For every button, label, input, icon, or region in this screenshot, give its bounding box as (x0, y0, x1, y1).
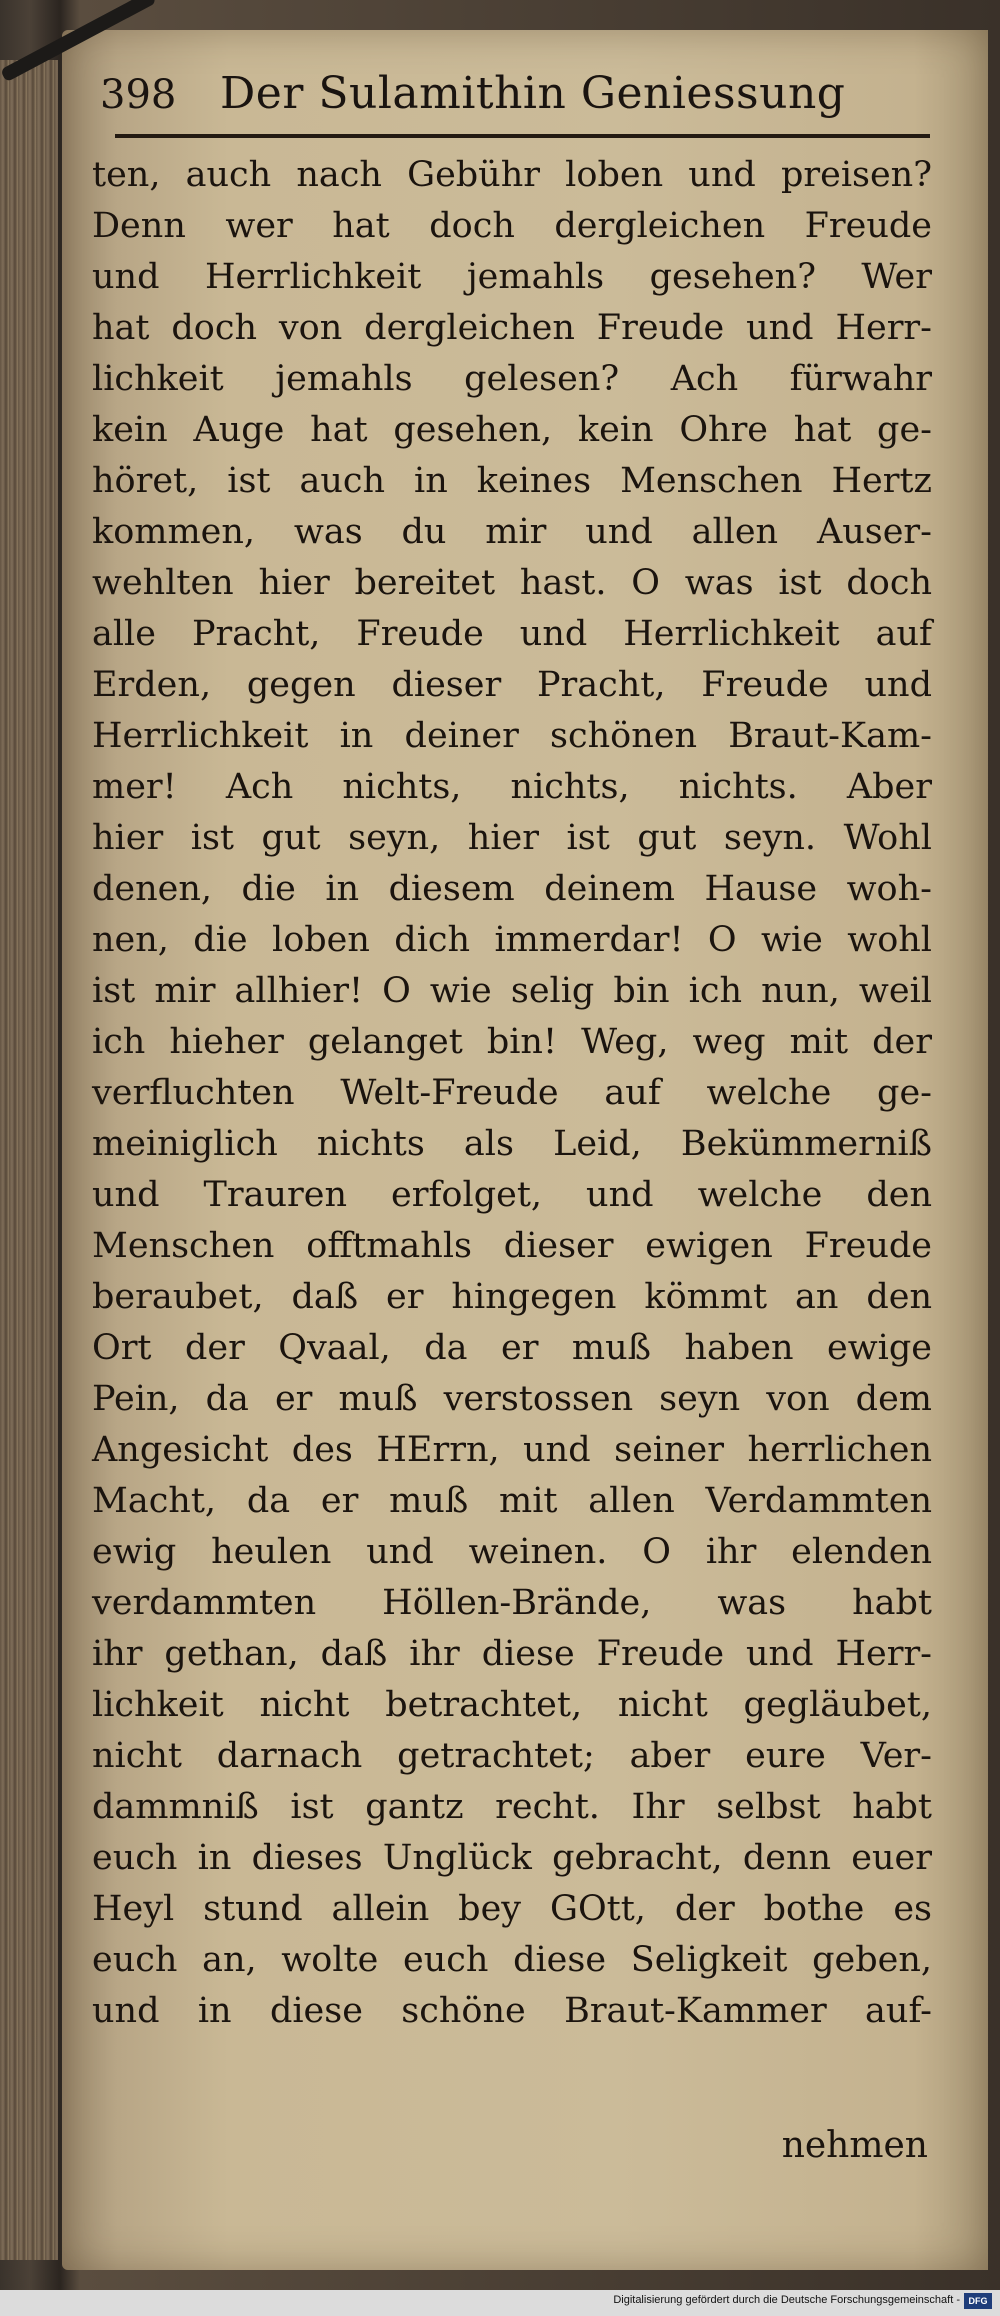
text-line: und Trauren erfolget, und welche den (92, 1175, 932, 1215)
text-line: und in diese schöne Braut-Kammer auf- (92, 1991, 932, 2031)
text-line: lichkeit jemahls gelesen? Ach fürwahr (92, 359, 932, 399)
text-line: meiniglich nichts als Leid, Bekümmerniß (92, 1124, 932, 1164)
text-line: Heyl stund allein bey GOtt, der bothe es (92, 1889, 932, 1929)
text-line: hat doch von dergleichen Freude und Herr- (92, 308, 932, 348)
running-title: Der Sulamithin Geniessung (220, 68, 846, 119)
text-line: verfluchten Welt-Freude auf welche ge- (92, 1073, 932, 1113)
text-line: nicht darnach getrachtet; aber eure Ver- (92, 1736, 932, 1776)
text-line: Pein, da er muß verstossen seyn von dem (92, 1379, 932, 1419)
page-number: 398 (100, 72, 177, 118)
text-line: ich hieher gelanget bin! Weg, weg mit der (92, 1022, 932, 1062)
text-line: dammniß ist gantz recht. Ihr selbst habt (92, 1787, 932, 1827)
page-header (100, 62, 920, 132)
text-line: Menschen offtmahls dieser ewigen Freude (92, 1226, 932, 1266)
text-line: ten, auch nach Gebühr loben und preisen? (92, 155, 932, 195)
text-line: denen, die in diesem deinem Hause woh- (92, 869, 932, 909)
text-line: Angesicht des HErrn, und seiner herrlichen (92, 1430, 932, 1470)
footer-credit: Digitalisierung gefördert durch die Deutsche Forschungsgemeinschaft - (613, 2294, 960, 2306)
text-line: ist mir allhier! O wie selig bin ich nun, weil (92, 971, 932, 1011)
text-line: kommen, was du mir und allen Auser- (92, 512, 932, 552)
text-line: Herrlichkeit in deiner schönen Braut-Kam- (92, 716, 932, 756)
text-line: alle Pracht, Freude und Herrlichkeit auf (92, 614, 932, 654)
text-line: Denn wer hat doch dergleichen Freude (92, 206, 932, 246)
text-line: kein Auge hat gesehen, kein Ohre hat ge- (92, 410, 932, 450)
text-line: ewig heulen und weinen. O ihr elenden (92, 1532, 932, 1572)
dfg-logo: DFG (964, 2293, 992, 2309)
text-line: mer! Ach nichts, nichts, nichts. Aber (92, 767, 932, 807)
text-line: wehlten hier bereitet hast. O was ist doch (92, 563, 932, 603)
body-text (92, 150, 932, 2037)
text-line: beraubet, daß er hingegen kömmt an den (92, 1277, 932, 1317)
text-line: Erden, gegen dieser Pracht, Freude und (92, 665, 932, 705)
text-line: lichkeit nicht betrachtet, nicht gegläubet, (92, 1685, 932, 1725)
header-rule (115, 134, 930, 138)
text-line: verdammten Höllen-Brände, was habt (92, 1583, 932, 1623)
text-line: Macht, da er muß mit allen Verdammten (92, 1481, 932, 1521)
text-line: höret, ist auch in keines Menschen Hertz (92, 461, 932, 501)
text-line: ihr gethan, daß ihr diese Freude und Herr- (92, 1634, 932, 1674)
text-line: euch in dieses Unglück gebracht, denn euer (92, 1838, 932, 1878)
text-line: und Herrlichkeit jemahls gesehen? Wer (92, 257, 932, 297)
page-edge-stack (0, 60, 58, 2260)
text-line: hier ist gut seyn, hier ist gut seyn. Wohl (92, 818, 932, 858)
catchword: nehmen (781, 2125, 928, 2166)
text-line: Ort der Qvaal, da er muß haben ewige (92, 1328, 932, 1368)
text-line: nen, die loben dich immerdar! O wie wohl (92, 920, 932, 960)
text-line: euch an, wolte euch diese Seligkeit geben, (92, 1940, 932, 1980)
